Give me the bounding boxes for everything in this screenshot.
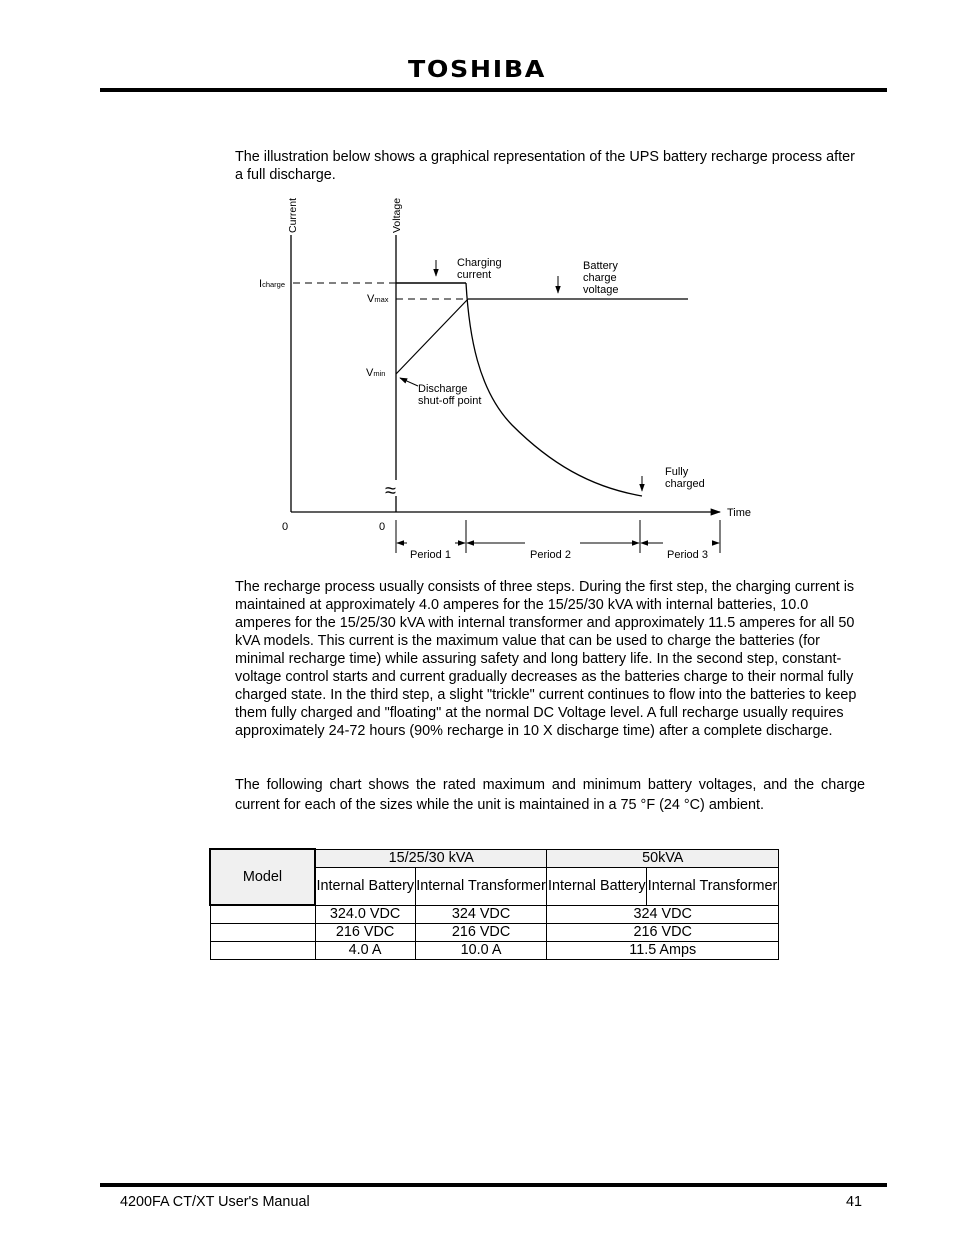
voltage-zero-label: 0 — [379, 521, 386, 533]
toshiba-logo: TOSHIBA — [407, 57, 546, 83]
period2-label: Period 2 — [530, 549, 571, 561]
table-cell: 4.0 A — [315, 942, 415, 960]
table-row — [210, 905, 779, 924]
current-zero-label: 0 — [282, 521, 289, 533]
discharge-pointer — [400, 378, 418, 386]
manual-title: 4200FA CT/XT User's Manual — [120, 1194, 310, 1210]
model-header: Model — [210, 849, 315, 905]
chart-intro-paragraph: The following chart shows the rated maximum and minimum battery voltages, and the charge current for each of the sizes while the unit is maintained in a 75 °F (24 °C) ambient. — [235, 777, 865, 813]
row-label — [210, 924, 315, 942]
row-label — [210, 905, 315, 924]
intro-paragraph: The illustration below shows a graphical representation of the UPS battery recharge process after a full discharge. — [235, 149, 855, 183]
table-cell: 10.0 A — [415, 942, 547, 960]
fully-charged-label: Fully charged — [665, 466, 705, 490]
table-cell: 324.0 VDC — [315, 905, 415, 924]
table-row — [210, 924, 779, 942]
table-cell: 216 VDC — [415, 924, 547, 942]
sub-header-internal-transformer-50: Internal Transformer — [647, 867, 779, 905]
table-cell: 324 VDC — [547, 905, 779, 924]
i-charge-label: Icharge — [259, 278, 285, 290]
axis-break-symbol: ≈ — [385, 480, 396, 502]
table-cell: 216 VDC — [547, 924, 779, 942]
table-cell: 324 VDC — [415, 905, 547, 924]
charging-current-label: Charging current — [457, 257, 502, 281]
v-min-label: Vmin — [366, 367, 386, 379]
header-rule — [100, 88, 887, 92]
group-50kva-header: 50kVA — [547, 849, 779, 867]
sub-header-internal-transformer: Internal Transformer — [415, 867, 547, 905]
table-cell: 11.5 Amps — [547, 942, 779, 960]
battery-spec-table — [209, 848, 779, 960]
current-decay-curve — [466, 283, 642, 496]
time-axis-label: Time — [727, 507, 752, 519]
table-row — [210, 942, 779, 960]
voltage-ramp-line — [396, 299, 468, 374]
page-number: 41 — [846, 1194, 863, 1210]
sub-header-internal-battery: Internal Battery — [315, 867, 415, 905]
period1-label: Period 1 — [410, 549, 451, 561]
sub-header-internal-battery-50: Internal Battery — [547, 867, 647, 905]
voltage-axis-label: Voltage — [391, 197, 403, 233]
battery-charge-voltage-label: Battery charge voltage — [583, 260, 619, 296]
row-label — [210, 942, 315, 960]
group-15-25-30-header: 15/25/30 kVA — [315, 849, 547, 867]
recharge-diagram — [250, 185, 780, 570]
v-max-label: Vmax — [367, 293, 389, 305]
period3-label: Period 3 — [667, 549, 708, 561]
discharge-shutoff-label: Discharge shut-off point — [418, 383, 482, 407]
current-axis-label: Current — [287, 197, 299, 233]
footer-rule — [100, 1183, 887, 1187]
recharge-process-paragraph: The recharge process usually consists of three steps. During the first step, the charging current is maintained at approximately 4.0 amperes for the 15/25/30 kVA with internal batteries, 10.0 amperes for the 15/25/30 kVA with internal transformer and approximately 11.5 amperes for all 50 kVA models. This current is the maximum value that can be used to charge the batteries (for minimal recharge time) while assuring safety and long battery life. In the second step, constant-voltage control starts and current gradually decreases as the batteries charge to their normal fully charged state. In the third step, a slight "trickle" current continues to flow into the batteries to keep them fully charged and "floating" at the normal DC Voltage level. A full recharge usually requires approximately 24-72 hours (90% recharge in 10 X discharge time) after a complete discharge. — [235, 579, 857, 739]
table-cell: 216 VDC — [315, 924, 415, 942]
